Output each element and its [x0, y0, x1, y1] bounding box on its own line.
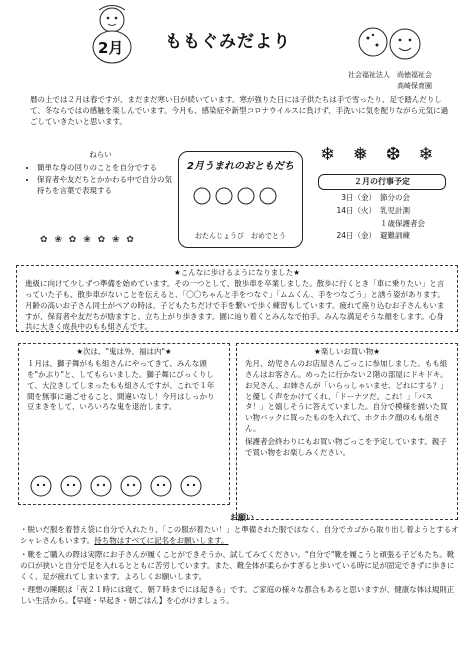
- growth-title: ★こんなに歩けるようになりました★: [174, 268, 300, 277]
- notice-item: ・脱いだ服を着替え袋に自分で入れたり、「この服が着たい！」と準備された服ではなく、自分でカゴから取り出し着ようとするオシャレさんもいます。持ち物はすべてに記名をお願いします。: [20, 525, 459, 545]
- birthday-banner: 2月うまれのおともだち: [187, 161, 294, 172]
- aims-heading: ねらい: [89, 150, 112, 159]
- notice-item: ・靴をご購入の際は実際にお子さんが履くことができそうか、試してみてください。"自分で"靴を履こうと頑張る子どもたち。靴の口が狭いと自分で足を入れるとともに苦労しています。また、靴全体が柔らかすぎると歩いている時に足が固定できずに歩きにくく、足が疲れてしまいます。よろしくお願いします。: [20, 549, 455, 581]
- balloon-icon: [190, 182, 290, 212]
- schedule-row: 24日（金） 避難訓練: [336, 231, 410, 241]
- intro-paragraph: 暦の上では２月は春ですが、まだまだ寒い日が続いています。寒が強りた日には子供たちは手で雪ったり、足で踏んだりして、冬ならではの感触を楽しんでいます。今月も、感染症や新型コロナウイルスに負けず、手洗いに気を配りながら元気に過ごしていきたいと思います。: [30, 95, 449, 126]
- snowflake-icon: ❄ ❅ ❆ ❄: [320, 144, 440, 165]
- newsletter-title: ももぐみだより: [165, 32, 291, 52]
- birthday-box: [178, 151, 303, 248]
- growth-box: [16, 265, 458, 332]
- schedule-row: 3日（金） 節分の会: [341, 193, 410, 202]
- notices-heading: お願い: [230, 513, 254, 522]
- schedule-title: ２月の行事予定: [318, 174, 446, 190]
- aim-item: • 簡単な身の回りのことを自分でする: [37, 163, 173, 174]
- aim-item: • 保育者や友だちとかかわる中で自分の気持ちを言葉で表現する: [37, 175, 173, 197]
- shopping-text: 先月、幼児さんのお店屋さんごっこに参加しました。もも組さんはお客さん。めったに行かない２階の部屋にドキドキ。お兄さん、お姉さんが「いらっしゃいませ、どれにする？」と優しく声をかけてくれ、「ドーナツだ。これ！」「パスタ！」と嬉しそうに答えていました。自分で模様を描いた買い物バックに買ったものを入れて、ホクホク顔のもも組さん。: [245, 358, 448, 434]
- aims-section: [28, 150, 173, 198]
- sweets-icon: [355, 18, 427, 66]
- organization-name: [348, 70, 432, 91]
- notice-item: ・理想の睡眠は「夜２１時には寝て、朝７時までには起きる」です。ご家庭の様々な都合もあると思いますが、健康な体は規則正しい生活から。【早寝・早起き・朝ごはん】を心がけましょう。: [20, 585, 455, 606]
- schedule-row: 14日（火） 乳児計測: [336, 205, 410, 215]
- shopping-title: ★楽しいお買い物★: [314, 347, 380, 356]
- oni-text: １月は、獅子舞がもも組さんにやってきて、みんな頭を"かぷり"と、してもらいました。獅子舞にびっくりして、大泣きしてしまったもも組さんですが、これで１年間を無事に過ごせること、間違いなし！今月はしっかり豆まきをして、いろいろな鬼を退治します。: [27, 358, 215, 412]
- shopping-box: [236, 343, 458, 520]
- notice-emphasis: 持ち物はすべてに記名をお願いします。: [94, 535, 229, 545]
- schedule-list: [328, 192, 458, 243]
- growth-text: 進級に向けて少しずつ準備を始めています。その一つとして、散歩車を卒業しました。散歩に行くとき「車に乗りたい」と言っていた子も、散歩車がないことを伝えると、「〇〇ちゃんと手をつなぐ」「ムムくん、手をつなごう」と誘う姿があります。月齢の高いお子さん同士がペアの時は、子どもたちだけで手を繋いで歩く練習もしています。疲れて座り込むお子さんもいますが、保育者や友だちが励ますと、立ち上がり歩きます。園に辿り着くとみんなで拍手。みんな満足そうな顔をします。心身共に大きく成長中のもも組さんです。: [25, 278, 445, 332]
- oni-face-icon: [28, 473, 218, 499]
- month-badge: 2月: [98, 39, 124, 57]
- shopping-note: 保護者会終わりにもお買い物ごっこを予定しています。親子で買い物をお楽しみください。: [245, 437, 447, 457]
- schedule-row: １歳保護者会: [380, 218, 425, 228]
- birthday-label: おたんじょうび おめでとう: [195, 231, 286, 240]
- flower-decoration: ✿ ❀ ✿ ❀ ✿ ❀ ✿: [40, 235, 136, 245]
- oni-title: ★次は、"鬼は外、福は内"★: [76, 347, 172, 356]
- org-line-2: 高崎保育園: [397, 81, 432, 90]
- org-line-1: 社会福祉法人 尚徳福祉会: [348, 71, 432, 79]
- notices-section: [20, 525, 460, 610]
